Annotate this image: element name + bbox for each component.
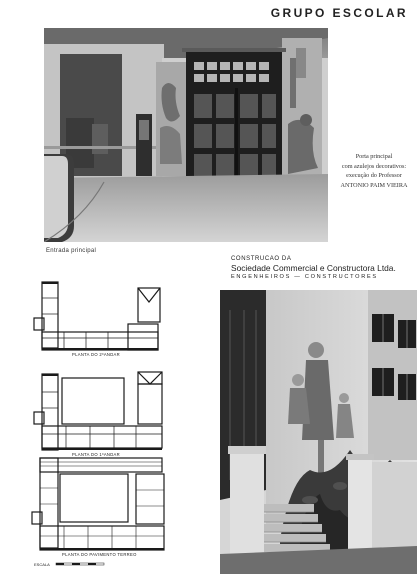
plan-label-second-floor: PLANTA DO 2ºANDAR [72, 352, 120, 357]
facade-photo [220, 290, 417, 574]
entrance-hall-illustration [44, 28, 328, 242]
door-caption-author: ANTONIO PAIM VIEIRA [340, 181, 408, 189]
door-caption [333, 152, 415, 190]
floor-plans-drawing [28, 280, 178, 572]
floor-plans [28, 280, 178, 572]
door-caption-line: com azulejos decorativos: [341, 162, 407, 170]
door-caption-line: execução do Professor [346, 172, 402, 179]
builder-profession: ENGENHEIROS — CONSTRUCTORES [231, 274, 378, 280]
plan-label-first-floor: PLANTA DO 1ºANDAR [72, 452, 120, 457]
builder-intro: CONSTRUCAO DA [231, 256, 292, 262]
door-caption-line: Porta principal [355, 153, 393, 160]
entrance-hall-photo [44, 28, 328, 242]
page-title: GRUPO ESCOLAR [270, 6, 408, 20]
facade-illustration [220, 290, 417, 574]
builder-credit [231, 256, 417, 280]
builder-company: Sociedade Commercial e Constructora Ltda. [231, 263, 396, 273]
plan-label-ground-floor: PLANTA DO PAVIMENTO TERREO [62, 552, 137, 557]
entrance-caption: Entrada principal [46, 248, 97, 254]
plan-scale-label: ESCALA [34, 562, 50, 567]
